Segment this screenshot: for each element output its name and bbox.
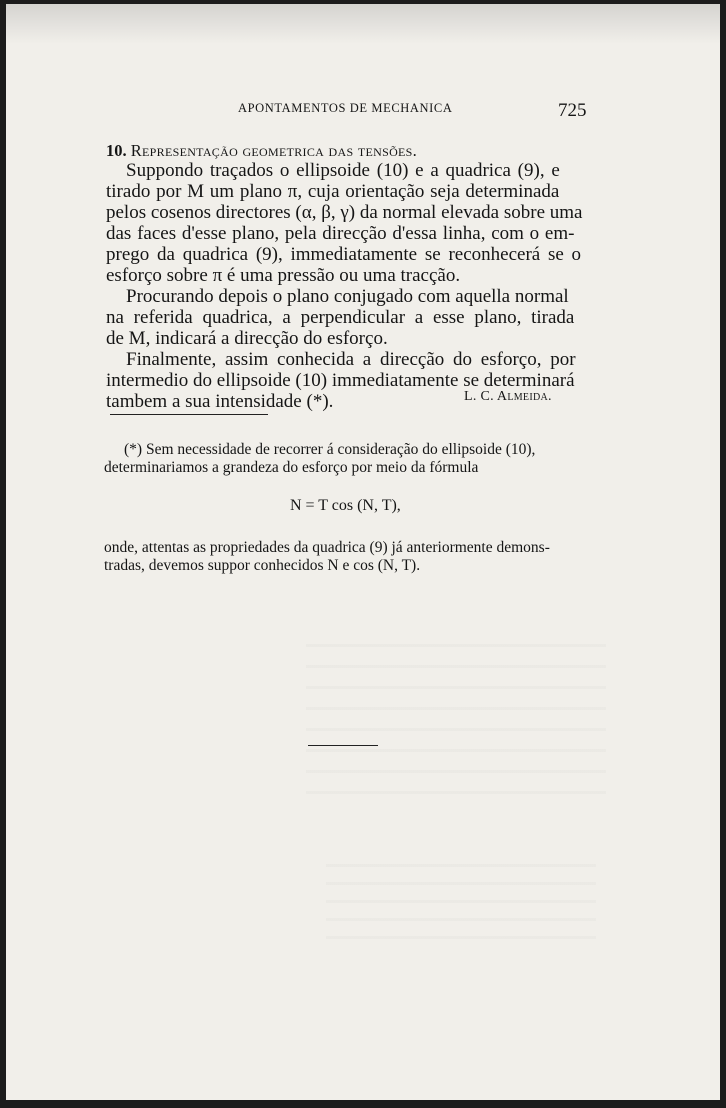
footnote-line: (*) Sem necessidade de recorrer á consideração do ellipsoide (10), — [124, 441, 536, 458]
book-page — [6, 4, 720, 1100]
section-title: Representação geometrica das tensões. — [130, 141, 418, 160]
author-signature: L. C. Almeida. — [464, 389, 552, 404]
body-line: esforço sobre π é uma pressão ou uma tracção. — [106, 265, 461, 286]
bleed-through-shadow — [306, 644, 606, 804]
body-line: na referida quadrica, a perpendicular a esse plano, tirada — [106, 307, 575, 328]
body-line: Suppondo traçados o ellipsoide (10) e a quadrica (9), e — [126, 160, 560, 181]
page-number: 725 — [558, 100, 587, 121]
body-line: de M, indicará a direcção do esforço. — [106, 328, 388, 349]
body-line: intermedio do ellipsoide (10) immediatamente se determinará — [106, 370, 575, 391]
footnote-divider — [110, 414, 268, 415]
footnote-formula: N = T cos (N, T), — [290, 497, 401, 514]
body-line: tambem a sua intensidade (*). — [106, 391, 334, 412]
body-line: pelos cosenos directores (α, β, γ) da normal elevada sobre uma — [106, 202, 583, 223]
body-line: Finalmente, assim conhecida a direcção do esforço, por — [126, 349, 576, 370]
bleed-through-shadow — [326, 864, 596, 944]
footnote-line: determinariamos a grandeza do esforço por meio da fórmula — [104, 459, 479, 476]
body-line: das faces d'esse plano, pela direcção d'essa linha, com o em- — [106, 223, 575, 244]
body-line: Procurando depois o plano conjugado com aquella normal — [126, 286, 569, 307]
footnote-line: onde, attentas as propriedades da quadrica (9) já anteriormente demons- — [104, 539, 550, 556]
section-number: 10. — [106, 141, 127, 160]
running-header: APONTAMENTOS DE MECHANICA — [238, 101, 453, 115]
body-line: tirado por M um plano π, cuja orientação seja determinada — [106, 181, 560, 202]
section-heading — [106, 141, 417, 161]
footnote-line: tradas, devemos suppor conhecidos N e cos (N, T). — [104, 557, 421, 574]
body-line: prego da quadrica (9), immediatamente se reconhecerá se o — [106, 244, 582, 265]
